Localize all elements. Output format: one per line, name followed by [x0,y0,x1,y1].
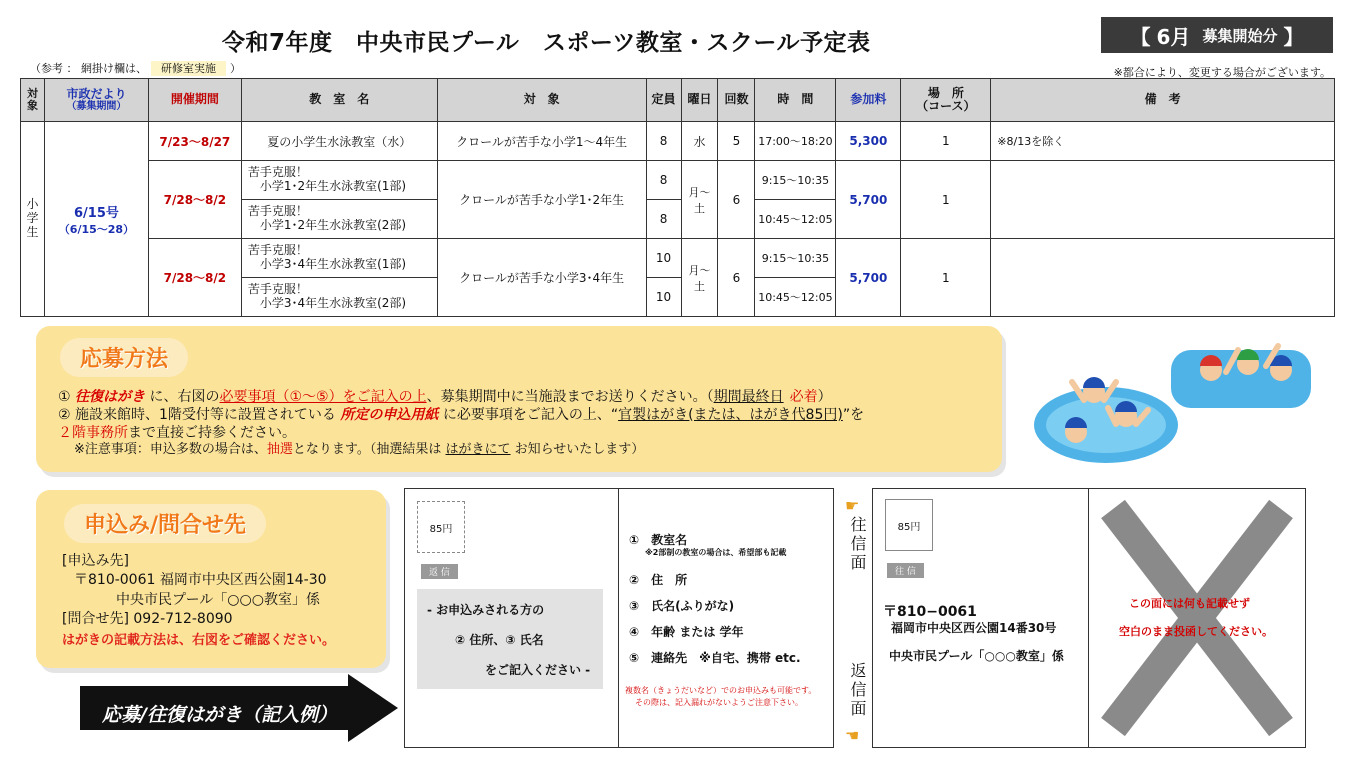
target-group: 小学生 [26,197,39,239]
change-notice: ※都合により、変更する場合がございます。 [1113,66,1331,79]
swimming-kids-illustration [1026,330,1326,470]
badge-month: 6月 [1156,24,1191,49]
stamp-box: 85円 [885,499,933,551]
by-postcard: はがきにて [445,442,511,457]
reply-card-address-side [404,488,620,748]
l1-g: ） [817,389,832,405]
time-cell: 17:00～18:20 [755,122,836,161]
place-cell: 1 [901,161,991,239]
ref-suffix: ） [230,62,241,75]
remarks-cell [991,239,1335,317]
place-cell: 1 [901,239,991,317]
audience-cell: クロールが苦手な小学1･2年生 [437,161,646,239]
must-arrive: 必着 [789,389,818,405]
badge-open: 【 [1130,24,1151,49]
period-cell: 7/23～8/27 [148,122,241,161]
time-cell: 10:45～12:05 [755,278,836,317]
count-cell: 6 [718,239,755,317]
col-target [21,79,45,122]
badge-label: 募集開始分 [1202,26,1278,45]
method-line-4 [74,441,644,459]
stamp-box: 85円 [417,501,465,553]
blank-note-1: この面には何も記載せず [1129,597,1250,610]
contact-panel [36,490,386,668]
num-1: ① [58,389,71,405]
contact-address: 〒810-0061 福岡市中央区西公園14-30 [74,572,327,588]
col-place-sub: （コース） [916,99,976,113]
reference-note [30,60,241,76]
shisei-cell [44,122,148,317]
table-row [21,122,1335,161]
audience-cell: クロールが苦手な小学1～4年生 [437,122,646,161]
period-cell: 7/28～8/2 [148,239,241,317]
class-name-cell: 夏の小学生水泳教室（水） [241,122,437,161]
weekday-cell: 水 [681,122,718,161]
apply-label: [申込み先] [62,553,129,569]
page-title: 令和7年度 中央市民プール スポーツ教室・スクール予定表 [222,30,871,56]
col-fee: 参加料 [836,79,901,122]
item-contact: ⑤ 連絡先 ※自宅、携帯 etc. [629,651,801,665]
num-2: ② [58,407,71,423]
box-line-1: - お申込みされる方の [427,603,545,617]
item-class-name: ① 教室名 [629,533,688,547]
cross-mark-icon [1089,489,1305,747]
contact-title: 申込み/問合せ先 [64,504,266,543]
col-remarks: 備 考 [991,79,1335,122]
item-age: ④ 年齢 または 学年 [629,625,744,639]
outgoing-card-blank-side [1088,488,1306,748]
table-row [21,161,1335,200]
multiple-note: 複数名（きょうだいなど）でのお申込みも可能です。 [625,686,817,695]
weekday-cell: 月～土 [681,239,718,317]
lottery: 抽選 [266,442,293,457]
outgoing-address: 福岡市中央区西公園14番30号 [891,621,1057,635]
l2-c: に必要事項をご記入の上、“ [438,407,619,423]
item-class-note: ※2部制の教室の場合は、希望部も記載 [645,548,787,557]
col-audience: 対 象 [437,79,646,122]
col-capacity: 定員 [646,79,681,122]
audience-cell: クロールが苦手な小学3･4年生 [437,239,646,317]
class-name-cell: 苦手克服！ 小学3･4年生水泳教室(2部) [241,278,437,317]
remarks-cell [991,161,1335,239]
place-cell: 1 [901,122,991,161]
fee-cell: 5,700 [836,161,901,239]
target-group-cell [21,122,45,317]
col-shisei-sub: （募集期間） [66,101,127,113]
period-cell: 7/28～8/2 [148,161,241,239]
col-shisei-label: 市政だより [66,86,127,101]
class-name-cell: 苦手克服！ 小学1･2年生水泳教室(2部) [241,200,437,239]
official-postcard: 官製はがき(または、はがき代85円) [618,407,843,423]
reply-card-message-side [618,488,834,748]
method-line-1 [58,388,832,406]
capacity-cell: 10 [646,239,681,278]
capacity-cell: 8 [646,161,681,200]
designated-form: 所定の申込用紙 [340,407,439,423]
table-header-row [21,79,1335,122]
application-method-panel [36,326,1002,472]
schedule-table [20,78,1335,317]
class-name-cell: 苦手克服！ 小学3･4年生水泳教室(1部) [241,239,437,278]
capacity-cell: 8 [646,122,681,161]
method-line-2 [58,406,864,424]
l2-a: 施設来館時、1階受付等に設置されている [70,407,341,423]
class-name-cell: 苦手克服！ 小学1･2年生水泳教室(1部) [241,161,437,200]
col-weekday: 曜日 [681,79,718,122]
time-cell: 10:45～12:05 [755,200,836,239]
capacity-cell: 10 [646,278,681,317]
time-cell: 9:15～10:35 [755,239,836,278]
return-address-box [417,589,603,689]
inquiry-phone: [問合せ先] 092-712-8090 [62,611,233,627]
table-row [21,239,1335,278]
l2-e: ”を [842,407,865,423]
outgoing-tag: 往 信 [887,563,924,578]
l1-b: に、右図の [145,389,220,405]
l3-b: まで直接ご持参ください。 [128,425,296,441]
ref-highlight: 研修室実施 [151,61,226,76]
count-cell: 5 [718,122,755,161]
l1-d: 、募集期間中に当施設までお送りください。（ [426,389,714,405]
col-place [901,79,991,122]
month-badge [1101,17,1333,53]
col-target-label: 対象 [26,86,38,112]
l4-c: となります。（抽選結果は [292,442,446,457]
omission-note: その際は、記入漏れがないようご注意下さい。 [635,698,803,707]
application-method-title: 応募方法 [60,338,188,377]
outgoing-postal: 〒810−0061 [883,604,977,620]
fee-cell: 5,700 [836,239,901,317]
fee-cell: 5,300 [836,122,901,161]
l4-e: お知らせいたします） [510,442,645,457]
col-shisei [44,79,148,122]
capacity-cell: 8 [646,200,681,239]
office-2f: ２階事務所 [58,425,128,441]
weekday-cell: 月～土 [681,161,718,239]
col-period: 開催期間 [148,79,241,122]
l4-a: ※注意事項：申込多数の場合は、 [74,442,267,457]
box-line-3: をご記入ください - [485,663,591,677]
item-name: ③ 氏名(ふりがな) [629,599,735,613]
contact-org: 中央市民プール「○○○教室」係 [116,592,320,608]
example-arrow-label: 応募/往復はがき（記入例） [102,704,337,726]
final-day: 期間最終日 [713,389,784,405]
box-line-2: ② 住所、③ 氏名 [455,633,544,647]
blank-note-2: 空白のまま投函してください。 [1119,625,1273,638]
col-count: 回数 [718,79,755,122]
shisei-range: （6/15～28） [58,222,135,236]
item-address: ② 住 所 [629,573,688,587]
reply-side-label: 返信面 [848,662,867,719]
badge-close: 】 [1283,24,1304,49]
outgoing-side-label: 往信面 [848,516,867,573]
method-line-3 [58,424,296,442]
outgoing-org: 中央市民プール「○○○教室」係 [889,649,1064,663]
count-cell: 6 [718,161,755,239]
time-cell: 9:15～10:35 [755,161,836,200]
pointing-hand-up-icon: ☛ [845,496,860,515]
col-class-name: 教 室 名 [241,79,437,122]
required-items: 必要事項（①～⑤）をご記入の上 [219,389,427,405]
ofuku-hagaki: 往復はがき [75,389,146,405]
col-place-label: 場 所 [927,85,964,100]
return-tag: 返 信 [421,564,458,579]
shisei-issue: 6/15号 [74,205,119,221]
outgoing-card-address-side [872,488,1090,748]
remarks-cell: ※8/13を除く [991,122,1335,161]
contact-note: はがきの記載方法は、右図をご確認ください。 [62,633,336,648]
col-time: 時 間 [755,79,836,122]
pointing-hand-down-icon: ☚ [845,726,860,745]
ref-prefix: （参考 ： 網掛け欄は、 [30,62,147,75]
